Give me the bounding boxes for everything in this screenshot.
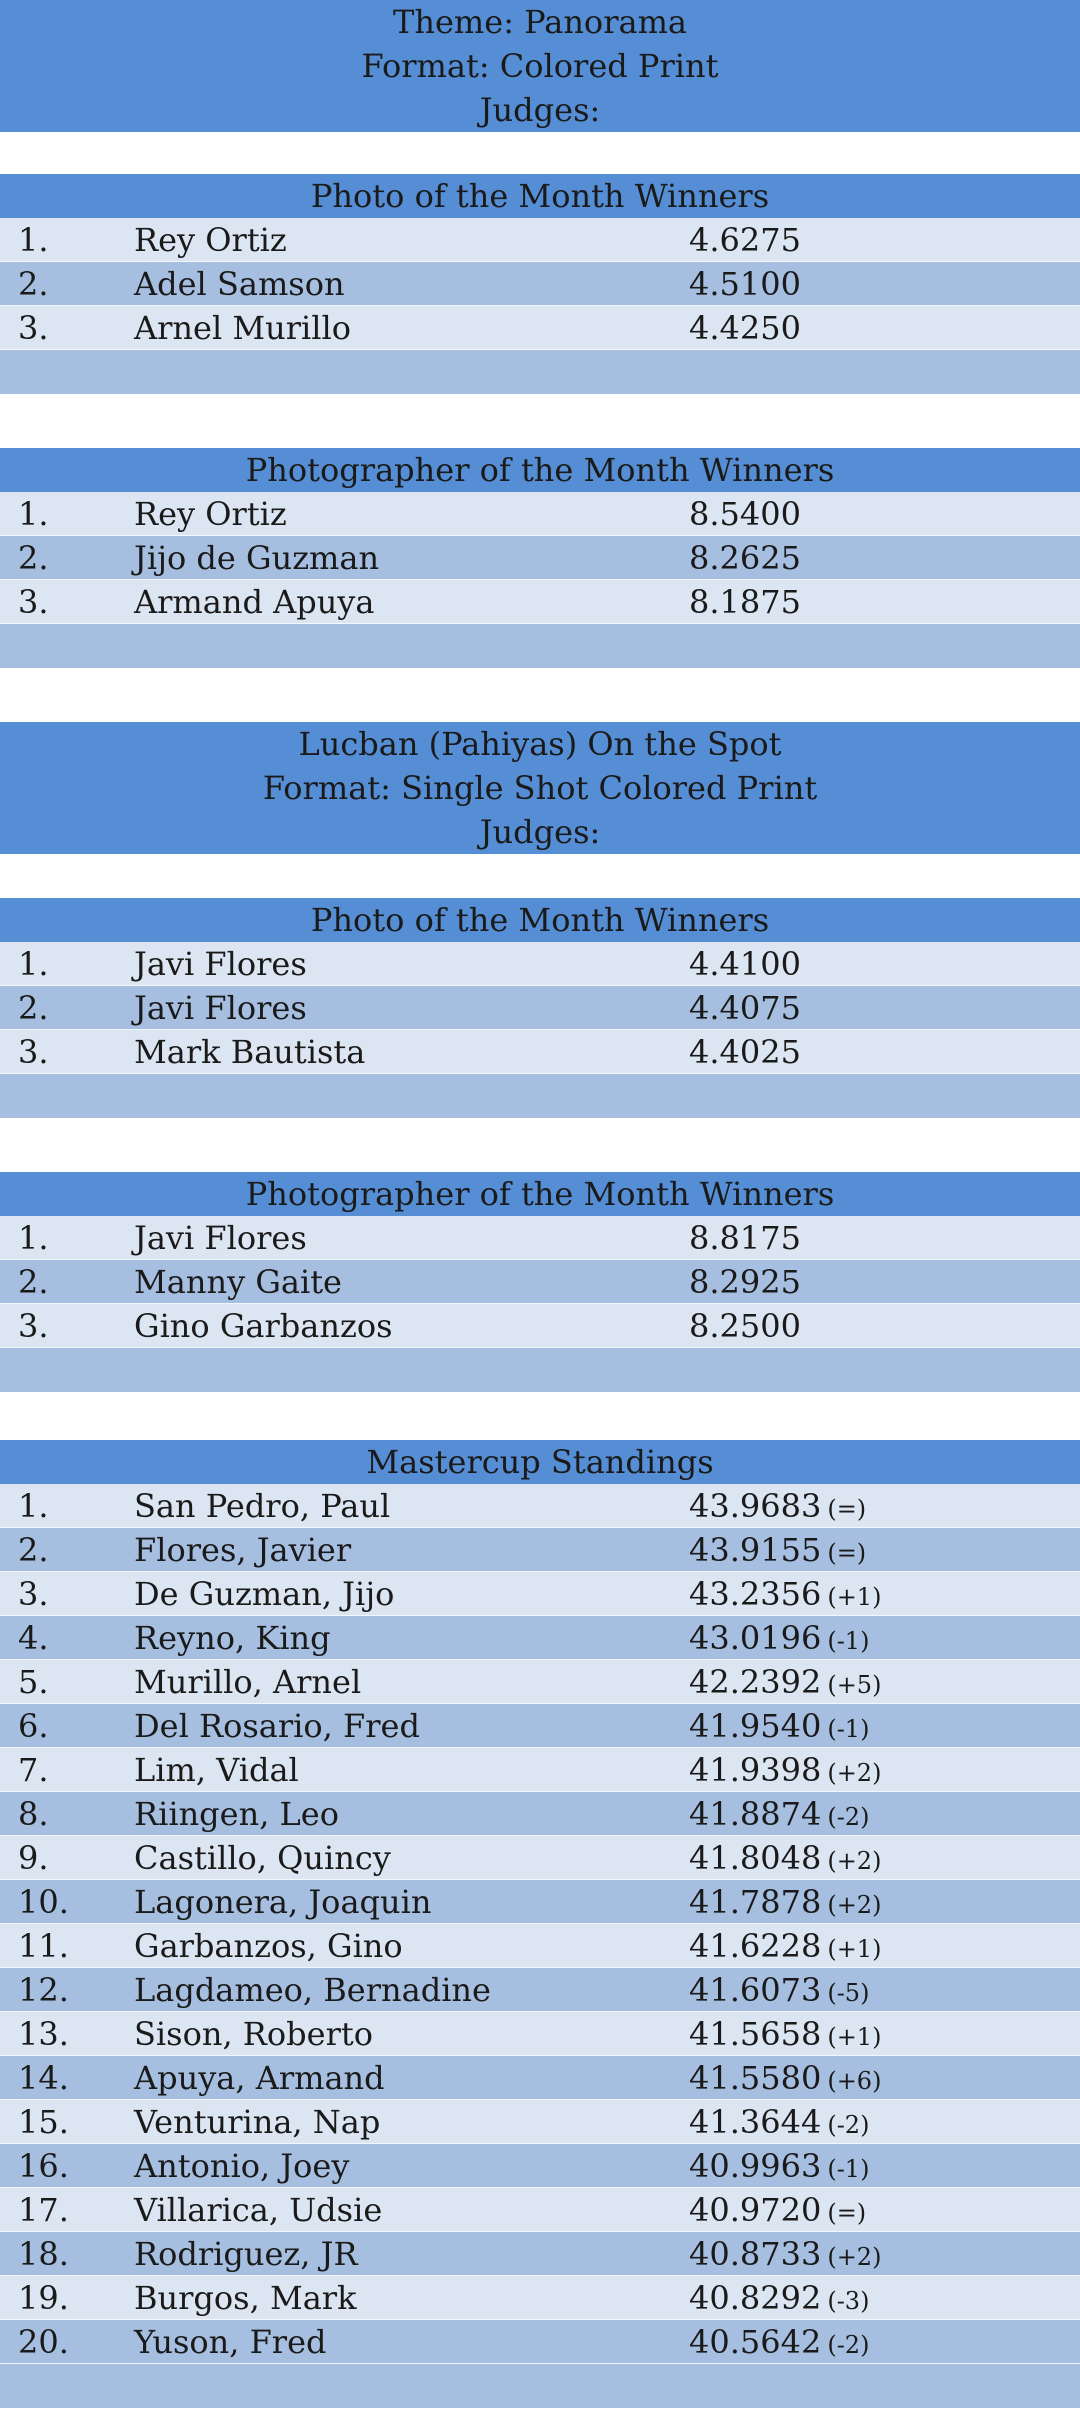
table-row (0, 2144, 1080, 2188)
rank-change: (+1) (827, 2023, 882, 2051)
rank-change: (+2) (827, 1891, 882, 1919)
rank: 12. (18, 1971, 69, 2009)
table-row (0, 2056, 1080, 2100)
table-row (0, 580, 1080, 624)
score: 4.4075 (689, 989, 801, 1027)
rank: 8. (18, 1795, 49, 1833)
score-cell (689, 1484, 866, 1531)
name: Mark Bautista (134, 1033, 366, 1071)
name: Lim, Vidal (134, 1751, 299, 1789)
score: 8.1875 (689, 583, 801, 621)
table-row (0, 262, 1080, 306)
name: Castillo, Quincy (134, 1839, 391, 1877)
rank: 2. (18, 265, 49, 303)
name: Sison, Roberto (134, 2015, 373, 2053)
score-cell (689, 1968, 869, 2015)
score: 8.2925 (689, 1263, 801, 1301)
table-footer (0, 1348, 1080, 1392)
rank-change: (=) (827, 1539, 867, 1567)
event2-header (0, 722, 1080, 854)
table-row (0, 536, 1080, 580)
rank: 3. (18, 1575, 49, 1613)
rank: 7. (18, 1751, 49, 1789)
rank: 1. (18, 1219, 49, 1257)
score-cell (689, 2188, 866, 2235)
rank: 13. (18, 2015, 69, 2053)
rank: 1. (18, 945, 49, 983)
table-row (0, 306, 1080, 350)
rank: 17. (18, 2191, 69, 2229)
name: San Pedro, Paul (134, 1487, 391, 1525)
table-row (0, 2276, 1080, 2320)
rank: 15. (18, 2103, 69, 2141)
table-row (0, 1704, 1080, 1748)
rank: 3. (18, 583, 49, 621)
mastercup-standings-table (0, 1440, 1080, 2408)
score: 41.5580 (689, 2059, 822, 2097)
score: 8.2625 (689, 539, 801, 577)
table-title: Photographer of the Month Winners (0, 448, 1080, 492)
rank: 16. (18, 2147, 69, 2185)
score: 40.9720 (689, 2191, 822, 2229)
rank-change: (-2) (827, 1803, 870, 1831)
score-cell (689, 2276, 869, 2323)
standings-rows (0, 1484, 1080, 2364)
score-cell (689, 2144, 869, 2191)
score: 4.4025 (689, 1033, 801, 1071)
table-row (0, 1484, 1080, 1528)
table-row (0, 1968, 1080, 2012)
score: 41.8874 (689, 1795, 822, 1833)
rank: 2. (18, 1531, 49, 1569)
score: 41.8048 (689, 1839, 822, 1877)
score-cell (689, 1792, 869, 1839)
event2-photo-winners-table (0, 898, 1080, 1118)
table-footer (0, 624, 1080, 668)
rank-change: (-1) (827, 1627, 870, 1655)
rank-change: (-2) (827, 2331, 870, 2359)
score: 8.8175 (689, 1219, 801, 1257)
rank: 4. (18, 1619, 49, 1657)
name: Gino Garbanzos (134, 1307, 393, 1345)
table-row (0, 1030, 1080, 1074)
score-cell (689, 1616, 869, 1663)
table-row (0, 218, 1080, 262)
name: Del Rosario, Fred (134, 1707, 420, 1745)
table-row (0, 1660, 1080, 1704)
rank-change: (-5) (827, 1979, 870, 2007)
score: 43.2356 (689, 1575, 822, 1613)
name: Rodriguez, JR (134, 2235, 358, 2273)
score-cell (689, 2320, 869, 2367)
score: 42.2392 (689, 1663, 822, 1701)
name: Jijo de Guzman (134, 539, 380, 577)
name: Adel Samson (134, 265, 345, 303)
score: 41.9540 (689, 1707, 822, 1745)
rank-change: (-2) (827, 2111, 870, 2139)
score: 4.6275 (689, 221, 801, 259)
event1-format: Format: Colored Print (361, 47, 719, 85)
score-cell (689, 1572, 881, 1619)
rank-change: (-3) (827, 2287, 870, 2315)
name: Yuson, Fred (134, 2323, 327, 2361)
score: 41.7878 (689, 1883, 822, 1921)
score-cell (689, 1528, 866, 1575)
rank: 2. (18, 539, 49, 577)
event1-theme: Theme: Panorama (393, 3, 687, 41)
score-cell (689, 2012, 881, 2059)
table-row (0, 2100, 1080, 2144)
name: Lagonera, Joaquin (134, 1883, 432, 1921)
table-row (0, 492, 1080, 536)
name: Flores, Javier (134, 1531, 352, 1569)
name: Villarica, Udsie (134, 2191, 383, 2229)
table-row (0, 1880, 1080, 1924)
name: Murillo, Arnel (134, 1663, 362, 1701)
table-row (0, 2320, 1080, 2364)
score-cell (689, 2056, 881, 2103)
score-cell (689, 2100, 869, 2147)
rank: 11. (18, 1927, 69, 1965)
name: Javi Flores (134, 989, 307, 1027)
table-row (0, 1836, 1080, 1880)
rank-change: (+2) (827, 1759, 882, 1787)
score: 40.9963 (689, 2147, 822, 2185)
table-row (0, 2012, 1080, 2056)
rank: 18. (18, 2235, 69, 2273)
rank-change: (+6) (827, 2067, 882, 2095)
table-footer (0, 2364, 1080, 2408)
score-cell (689, 1748, 881, 1795)
score-cell (689, 1660, 881, 1707)
name: Armand Apuya (134, 583, 375, 621)
rank: 19. (18, 2279, 69, 2317)
rank: 1. (18, 495, 49, 533)
score: 41.5658 (689, 2015, 822, 2053)
event2-theme: Lucban (Pahiyas) On the Spot (298, 725, 782, 763)
rank: 14. (18, 2059, 69, 2097)
event1-photo-winners-table (0, 174, 1080, 394)
table-row (0, 942, 1080, 986)
table-title: Photographer of the Month Winners (0, 1172, 1080, 1216)
table-title: Mastercup Standings (0, 1440, 1080, 1484)
name: Javi Flores (134, 1219, 307, 1257)
table-row (0, 2232, 1080, 2276)
name: Riingen, Leo (134, 1795, 339, 1833)
name: Lagdameo, Bernadine (134, 1971, 491, 2009)
score: 40.8733 (689, 2235, 822, 2273)
table-title: Photo of the Month Winners (0, 174, 1080, 218)
table-row (0, 986, 1080, 1030)
rank: 20. (18, 2323, 69, 2361)
rank-change: (+1) (827, 1583, 882, 1611)
score: 43.9155 (689, 1531, 822, 1569)
table-title: Photo of the Month Winners (0, 898, 1080, 942)
score: 40.8292 (689, 2279, 822, 2317)
rank: 1. (18, 1487, 49, 1525)
rank: 3. (18, 1033, 49, 1071)
table-row (0, 1260, 1080, 1304)
name: Burgos, Mark (134, 2279, 357, 2317)
rank: 10. (18, 1883, 69, 1921)
name: Antonio, Joey (134, 2147, 350, 2185)
name: Javi Flores (134, 945, 307, 983)
name: De Guzman, Jijo (134, 1575, 395, 1613)
name: Venturina, Nap (134, 2103, 381, 2141)
score: 41.6073 (689, 1971, 822, 2009)
score: 8.5400 (689, 495, 801, 533)
rank: 3. (18, 1307, 49, 1345)
rank-change: (+1) (827, 1935, 882, 1963)
rank: 6. (18, 1707, 49, 1745)
rank: 2. (18, 989, 49, 1027)
score: 41.9398 (689, 1751, 822, 1789)
name: Rey Ortiz (134, 221, 287, 259)
event2-format: Format: Single Shot Colored Print (262, 769, 818, 807)
rank-change: (-1) (827, 2155, 870, 2183)
table-row (0, 1616, 1080, 1660)
name: Arnel Murillo (134, 309, 351, 347)
event2-judges: Judges: (479, 813, 601, 851)
name: Rey Ortiz (134, 495, 287, 533)
score-cell (689, 2232, 881, 2279)
table-row (0, 1304, 1080, 1348)
name: Reyno, King (134, 1619, 331, 1657)
score: 43.9683 (689, 1487, 822, 1525)
score: 41.6228 (689, 1927, 822, 1965)
score-cell (689, 1704, 869, 1751)
rank-change: (+2) (827, 2243, 882, 2271)
table-row (0, 1748, 1080, 1792)
score-cell (689, 1924, 881, 1971)
table-row (0, 1924, 1080, 1968)
table-row (0, 1216, 1080, 1260)
score: 4.5100 (689, 265, 801, 303)
score: 4.4100 (689, 945, 801, 983)
name: Garbanzos, Gino (134, 1927, 403, 1965)
rank: 5. (18, 1663, 49, 1701)
score: 8.2500 (689, 1307, 801, 1345)
table-row (0, 2188, 1080, 2232)
event1-judges: Judges: (479, 91, 601, 129)
table-row (0, 1792, 1080, 1836)
score: 4.4250 (689, 309, 801, 347)
score-cell (689, 1836, 881, 1883)
rank-change: (=) (827, 2199, 867, 2227)
score: 41.3644 (689, 2103, 822, 2141)
score: 40.5642 (689, 2323, 822, 2361)
name: Apuya, Armand (134, 2059, 385, 2097)
table-row (0, 1528, 1080, 1572)
table-row (0, 1572, 1080, 1616)
table-footer (0, 350, 1080, 394)
rank: 1. (18, 221, 49, 259)
event1-photographer-winners-table (0, 448, 1080, 668)
rank-change: (=) (827, 1495, 867, 1523)
rank-change: (+5) (827, 1671, 882, 1699)
rank-change: (-1) (827, 1715, 870, 1743)
event1-header (0, 0, 1080, 132)
score-cell (689, 1880, 881, 1927)
name: Manny Gaite (134, 1263, 342, 1301)
rank: 9. (18, 1839, 49, 1877)
rank: 2. (18, 1263, 49, 1301)
table-footer (0, 1074, 1080, 1118)
rank: 3. (18, 309, 49, 347)
rank-change: (+2) (827, 1847, 882, 1875)
score: 43.0196 (689, 1619, 822, 1657)
event2-photographer-winners-table (0, 1172, 1080, 1392)
